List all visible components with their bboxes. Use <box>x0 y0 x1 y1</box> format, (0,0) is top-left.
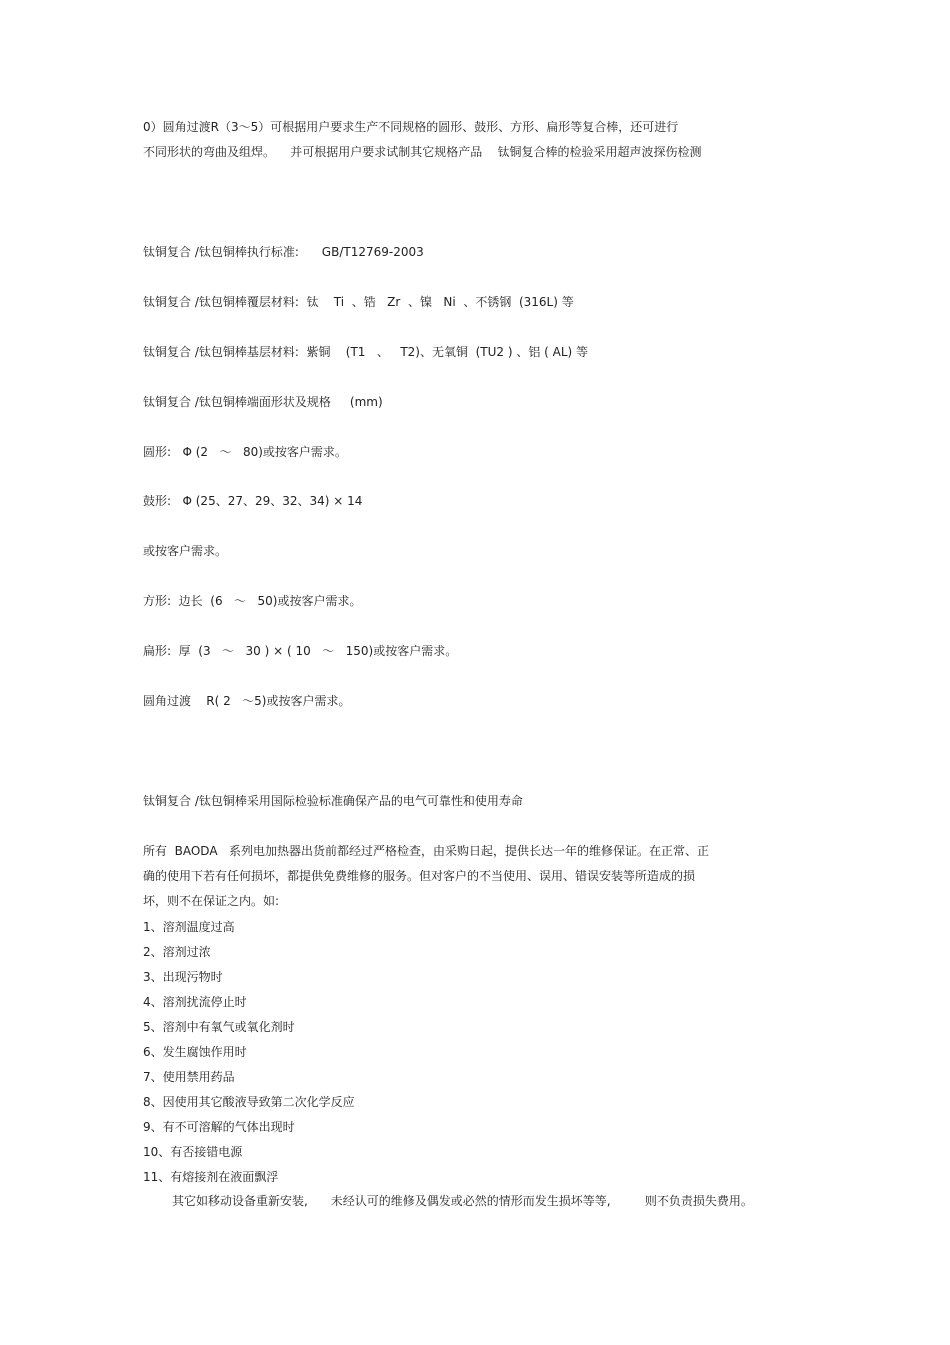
list-item: 11、有熔接剂在液面飘浮 <box>143 1170 279 1184</box>
spec-shape-title: 钛铜复合 /钛包铜棒端面形状及规格 (mm) <box>143 395 383 409</box>
list-item: 3、出现污物时 <box>143 970 223 984</box>
list-item: 1、溶剂温度过高 <box>143 920 235 934</box>
warranty-para-line-3: 坏，则不在保证之内。如: <box>143 894 280 908</box>
list-item: 2、溶剂过浓 <box>143 945 211 959</box>
intro-line-1: 0）圆角过渡R（3～5）可根据用户要求生产不同规格的圆形、鼓形、方形、扁形等复合棒，还可进行 <box>143 120 679 134</box>
list-item: 6、发生腐蚀作用时 <box>143 1045 247 1059</box>
list-item: 4、溶剂扰流停止时 <box>143 995 247 1009</box>
spec-fillet: 圆角过渡 R( 2 ～5)或按客户需求。 <box>143 694 351 708</box>
spec-drum: 鼓形: Φ (25、27、29、32、34) × 14 <box>143 494 363 508</box>
spec-base: 钛铜复合 /钛包铜棒基层材料: 紫铜 (T1 、 T2)、无氧铜 (TU2 ) 、铝 ( AL) 等 <box>143 345 589 359</box>
spec-cladding: 钛铜复合 /钛包铜棒覆层材料: 钛 Ti 、锆 Zr 、镍 Ni 、不锈钢 (316L) 等 <box>143 295 574 309</box>
warranty-closing: 其它如移动设备重新安装, 未经认可的维修及偶发或必然的情形而发生损坏等等, 则不负责损失费用。 <box>172 1194 753 1208</box>
spec-standard: 钛铜复合 /钛包铜棒执行标准: GB/T12769-2003 <box>143 245 424 259</box>
list-item: 5、溶剂中有氧气或氧化剂时 <box>143 1020 295 1034</box>
list-item: 8、因使用其它酸液导致第二次化学反应 <box>143 1095 355 1109</box>
list-item: 9、有不可溶解的气体出现时 <box>143 1120 295 1134</box>
warranty-para-line-2: 确的使用下若有任何损坏，都提供免费维修的服务。但对客户的不当使用、误用、错误安装等所造成的损 <box>143 869 696 883</box>
intro-line-2: 不同形状的弯曲及组焊。 并可根据用户要求试制其它规格产品 钛铜复合棒的检验采用超声波探伤检测 <box>143 145 702 159</box>
spec-drum-cont: 或按客户需求。 <box>143 544 228 558</box>
spec-square: 方形: 边长 (6 ～ 50)或按客户需求。 <box>143 594 362 608</box>
list-item: 10、有否接错电源 <box>143 1145 243 1159</box>
spec-round: 圆形: Φ (2 ～ 80)或按客户需求。 <box>143 445 347 459</box>
spec-flat: 扁形: 厚 (3 ～ 30 ) × ( 10 ～ 150)或按客户需求。 <box>143 644 458 658</box>
warranty-heading: 钛铜复合 /钛包铜棒采用国际检验标准确保产品的电气可靠性和使用寿命 <box>143 794 523 808</box>
warranty-para-line-1: 所有 BAODA 系列电加热器出货前都经过严格检查，由采购日起，提供长达一年的维修保证。在正常、正 <box>143 844 709 858</box>
list-item: 7、使用禁用药品 <box>143 1070 235 1084</box>
